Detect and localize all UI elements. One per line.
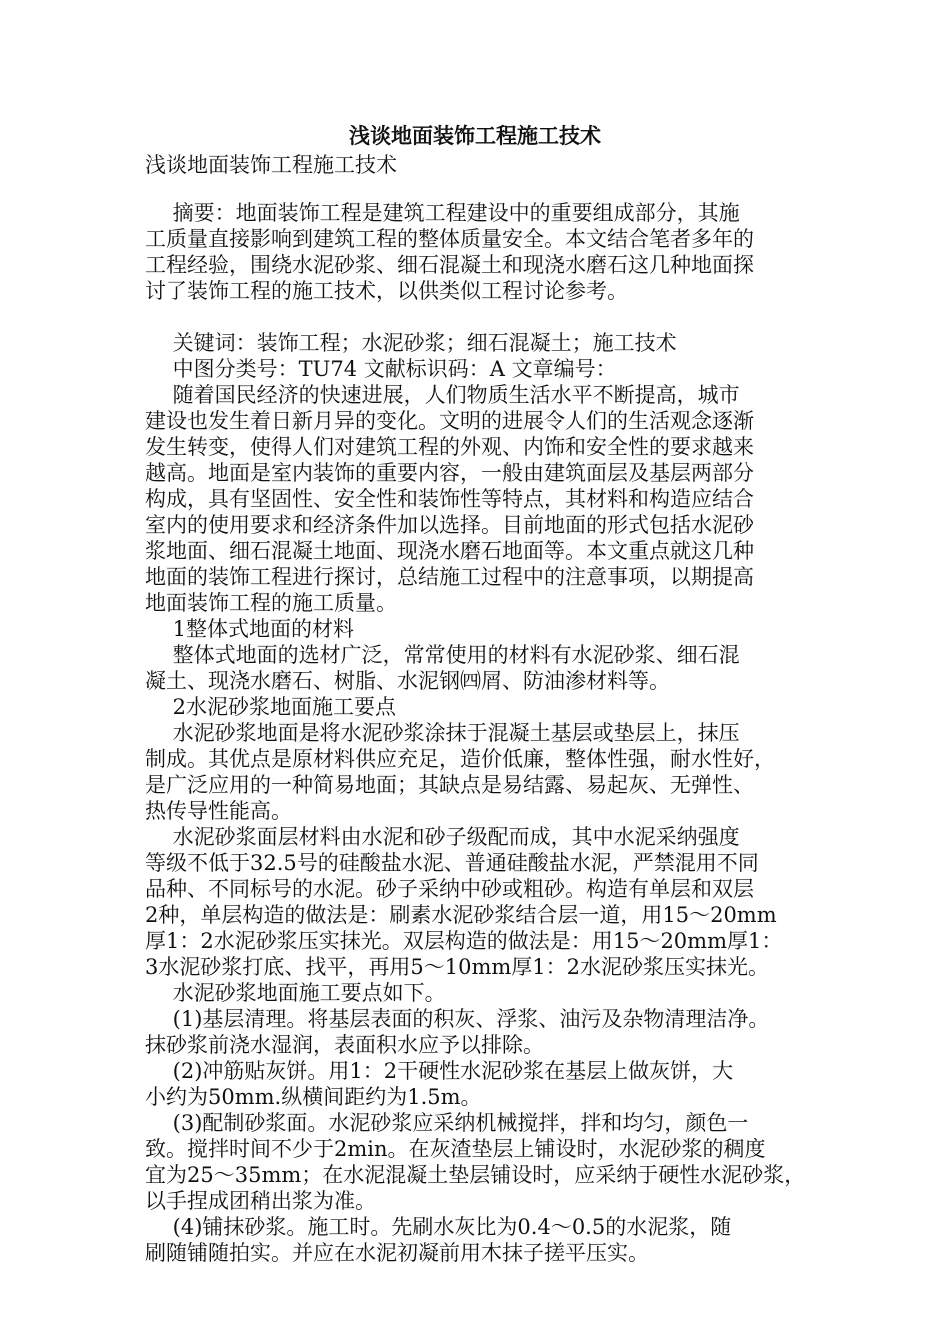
body-text-line: 地面装饰工程的施工质量。 — [145, 591, 397, 615]
body-text-line: 关键词：装饰工程；水泥砂浆；细石混凝土；施工技术 — [145, 331, 677, 355]
body-text-line: 凝土、现浇水磨石、树脂、水泥钢㈣屑、防油渗材料等。 — [145, 669, 670, 693]
body-text-line: 3水泥砂浆打底、找平，再用5～10mm厚1：2水泥砂浆压实抹光。 — [145, 955, 769, 979]
body-text-line: 室内的使用要求和经济条件加以选择。目前地面的形式包括水泥砂 — [145, 513, 754, 537]
body-text-line: 宜为25～35mm；在水泥混凝土垫层铺设时，应采纳于硬性水泥砂浆， — [145, 1163, 806, 1187]
body-text-line: 摘要：地面装饰工程是建筑工程建设中的重要组成部分，其施 — [145, 201, 740, 225]
body-text-line: 热传导性能高。 — [145, 799, 292, 823]
body-text-line: 品种、不同标号的水泥。砂子采纳中砂或粗砂。构造有单层和双层 — [145, 877, 754, 901]
body-text-line: 小约为50mm.纵横间距约为1.5m。 — [145, 1085, 482, 1109]
body-text-line: 是广泛应用的一种简易地面；其缺点是易结露、易起灰、无弹性、 — [145, 773, 754, 797]
body-text-line: 构成，具有坚固性、安全性和装饰性等特点，其材料和构造应结合 — [145, 487, 754, 511]
body-text-line: (3)配制砂浆面。水泥砂浆应采纳机械搅拌，拌和均匀，颜色一 — [145, 1111, 749, 1135]
body-text-line: 2水泥砂浆地面施工要点 — [145, 695, 397, 719]
body-text-line: 水泥砂浆地面是将水泥砂浆涂抹于混凝土基层或垫层上，抹压 — [145, 721, 740, 745]
body-text-line: 以手捏成团稍出浆为准。 — [145, 1189, 376, 1213]
body-text-line: 越高。地面是室内装饰的重要内容，一般由建筑面层及基层两部分 — [145, 461, 754, 485]
body-text-line: 中图分类号：TU74 文献标识码：A 文章编号： — [145, 357, 617, 381]
body-text-line: 致。搅拌时间不少于2min。在灰渣垫层上铺设时，水泥砂浆的稠度 — [145, 1137, 766, 1161]
body-text-line: 工程经验，围绕水泥砂浆、细石混凝土和现浇水磨石这几种地面探 — [145, 253, 754, 277]
body-text-line: (4)铺抹砂浆。施工时。先刷水灰比为0.4～0.5的水泥浆，随 — [145, 1215, 732, 1239]
body-text-line: 工质量直接影响到建筑工程的整体质量安全。本文结合笔者多年的 — [145, 227, 754, 251]
document-subtitle: 浅谈地面装饰工程施工技术 — [145, 153, 397, 177]
body-text-line: (1)基层清理。将基层表面的积灰、浮浆、油污及杂物清理洁净。 — [145, 1007, 770, 1031]
body-text-line: 刷随铺随拍实。并应在水泥初凝前用木抹子搓平压实。 — [145, 1241, 649, 1265]
body-text-line: 整体式地面的选材广泛，常常使用的材料有水泥砂浆、细石混 — [145, 643, 740, 667]
body-text-line: 地面的装饰工程进行探讨，总结施工过程中的注意事项，以期提高 — [145, 565, 754, 589]
body-text-line: 随着国民经济的快速进展，人们物质生活水平不断提高，城市 — [145, 383, 740, 407]
body-text-line: 抹砂浆前浇水湿润，表面积水应予以排除。 — [145, 1033, 544, 1057]
document-title: 浅谈地面装饰工程施工技术 — [349, 123, 601, 148]
body-text-line: (2)冲筋贴灰饼。用1：2干硬性水泥砂浆在基层上做灰饼，大 — [145, 1059, 734, 1083]
body-text-line: 2种，单层构造的做法是：刷素水泥砂浆结合层一道，用15～20mm — [145, 903, 777, 927]
body-text-line: 水泥砂浆面层材料由水泥和砂子级配而成，其中水泥采纳强度 — [145, 825, 740, 849]
body-text-line: 建设也发生着日新月异的变化。文明的进展令人们的生活观念逐渐 — [145, 409, 754, 433]
body-text-line: 讨了装饰工程的施工技术，以供类似工程讨论参考。 — [145, 279, 628, 303]
body-text-line: 浆地面、细石混凝土地面、现浇水磨石地面等。本文重点就这几种 — [145, 539, 754, 563]
body-text-line: 制成。其优点是原材料供应充足，造价低廉，整体性强，耐水性好， — [145, 747, 775, 771]
body-text-line: 1整体式地面的材料 — [145, 617, 355, 641]
body-text-line: 发生转变，使得人们对建筑工程的外观、内饰和安全性的要求越来 — [145, 435, 754, 459]
body-text-line: 水泥砂浆地面施工要点如下。 — [145, 981, 446, 1005]
body-text-line: 等级不低于32.5号的硅酸盐水泥、普通硅酸盐水泥，严禁混用不同 — [145, 851, 759, 875]
body-text-line: 厚1：2水泥砂浆压实抹光。双层构造的做法是：用15～20mm厚1： — [145, 929, 783, 953]
